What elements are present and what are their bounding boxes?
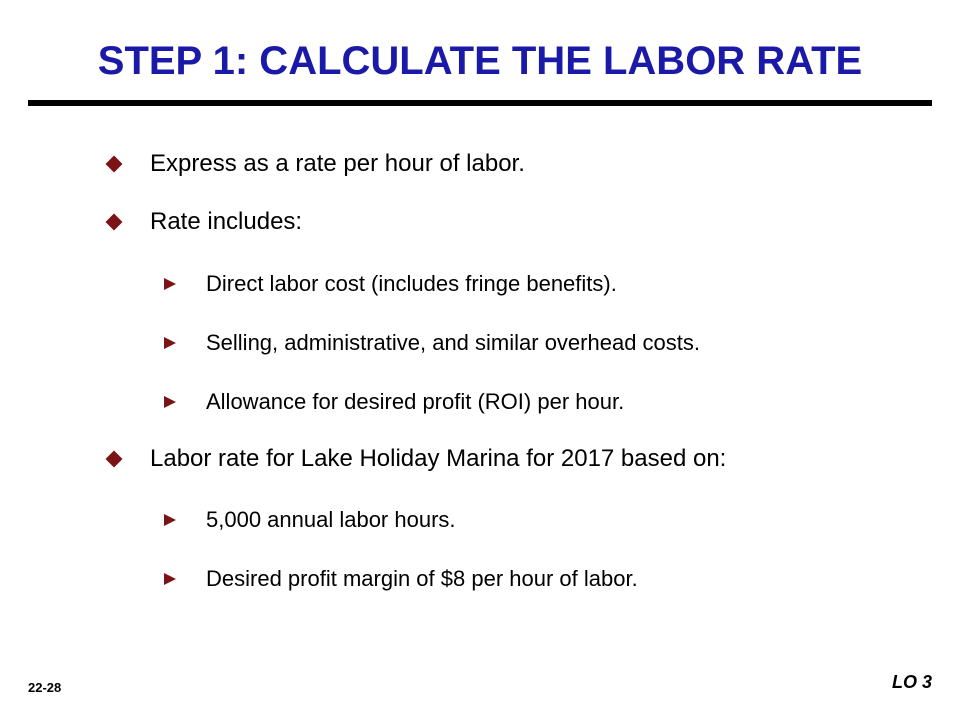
bullet-text: Desired profit margin of $8 per hour of labor. <box>206 566 638 591</box>
diamond-icon <box>106 214 123 231</box>
diamond-icon <box>106 451 123 468</box>
arrow-right-icon <box>164 573 176 585</box>
bullet-text: Allowance for desired profit (ROI) per hour. <box>206 389 625 414</box>
sub-bullet-item <box>164 266 617 302</box>
sub-bullet-item <box>164 384 624 420</box>
arrow-right-icon <box>164 278 176 290</box>
bullet-text: 5,000 annual labor hours. <box>206 507 456 532</box>
diamond-icon <box>106 156 123 173</box>
arrow-right-icon <box>164 396 176 408</box>
slide-title: STEP 1: CALCULATE THE LABOR RATE <box>97 39 863 83</box>
bullet-item <box>104 204 302 240</box>
sub-bullet-item <box>164 561 638 597</box>
bullet-text: Rate includes: <box>150 208 303 235</box>
bullet-text: Express as a rate per hour of labor. <box>150 150 525 177</box>
arrow-right-icon <box>164 337 176 349</box>
sub-bullet-item <box>164 325 700 361</box>
bullet-item <box>104 146 525 182</box>
arrow-right-icon <box>164 514 176 526</box>
bullet-text: Selling, administrative, and similar overhead costs. <box>206 330 701 355</box>
bullet-text: Labor rate for Lake Holiday Marina for 2017 based on: <box>150 445 727 472</box>
learning-objective-label: LO 3 <box>891 672 932 692</box>
title-divider <box>28 100 932 106</box>
slide-number: 22-28 <box>28 680 62 695</box>
bullet-item <box>104 441 726 477</box>
sub-bullet-item <box>164 502 456 538</box>
bullet-text: Direct labor cost (includes fringe benefits). <box>206 271 617 296</box>
